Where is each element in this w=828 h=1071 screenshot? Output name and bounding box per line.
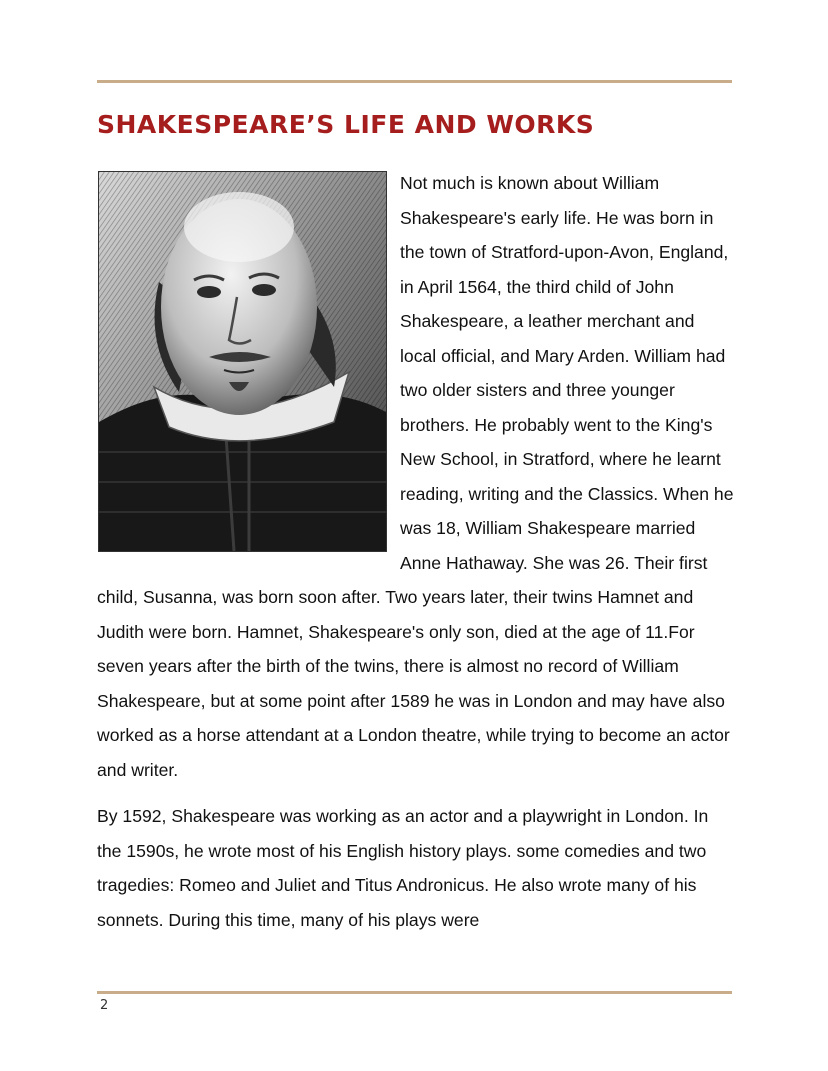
page-title: SHAKESPEARE’S LIFE AND WORKS <box>97 110 595 139</box>
bottom-divider <box>97 991 732 994</box>
paragraph-early-life: Not much is known about William Shakespeare's early life. He was born in the town of Stratford-upon-Avon, England, in April 1564, the third child of John Shakespeare, a leather merchant and local official, and Mary Arden. William had two older sisters and three younger brothers. He probably went to the King's New School, in Stratford, where he learnt reading, writing and the Classics. When he was 18, William Shakespeare married Anne Hathaway. She was 26. Their first child, Susanna, was born soon after. Two years later, their twins Hamnet and Judith were born. Hamnet, Shakespeare's only son, died at the age of 11.For seven years after the birth of the twins, there is almost no record of William Shakespeare, but at some point after 1589 he was in London and may have also worked as a horse attendant at a London theatre, while trying to become an actor and writer. <box>97 173 734 780</box>
article-body <box>97 166 734 937</box>
shakespeare-portrait <box>98 171 387 552</box>
top-divider <box>97 80 732 83</box>
paragraph-london-career: By 1592, Shakespeare was working as an actor and a playwright in London. In the 1590s, he wrote most of his English history plays. some comedies and two tragedies: Romeo and Juliet and Titus Andronicus. He also wrote many of his sonnets. During this time, many of his plays were <box>97 806 709 930</box>
page-number: 2 <box>100 998 109 1013</box>
portrait-engraving <box>99 172 386 551</box>
